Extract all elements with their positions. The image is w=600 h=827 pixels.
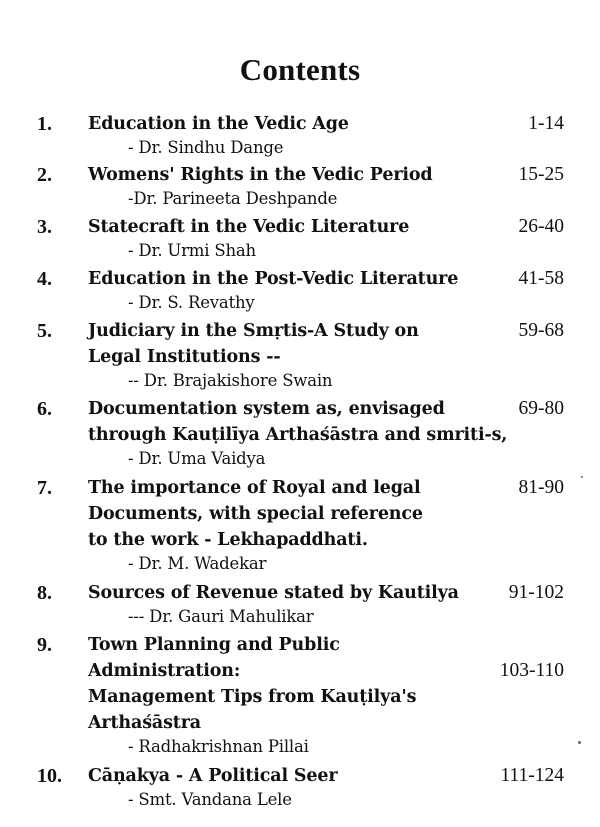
- speck-mark: [581, 476, 583, 478]
- entry-page-range: 59-68: [518, 320, 564, 341]
- entry-title: [88, 580, 459, 606]
- entry-number: 1.: [37, 113, 52, 135]
- entry-number: 6.: [37, 398, 52, 420]
- entry-number: 5.: [37, 320, 52, 342]
- entry-number: 3.: [37, 216, 52, 238]
- entry-title-line: Legal Institutions --: [88, 347, 281, 367]
- entry-title: [88, 111, 349, 137]
- entry-page-range: 111-124: [500, 765, 564, 786]
- entry-title-line: Education in the Post-Vedic Literature: [88, 269, 459, 289]
- entry-page-range: 81-90: [518, 477, 564, 498]
- entry-author: - Radhakrishnan Pillai: [128, 737, 309, 756]
- entry-number: 2.: [37, 164, 52, 186]
- entry-number: 8.: [37, 582, 52, 604]
- entry-title: [88, 763, 337, 789]
- entry-number: 9.: [37, 634, 52, 656]
- entry-page-range: 69-80: [518, 398, 564, 419]
- entry-title-line: Statecraft in the Vedic Literature: [88, 217, 410, 237]
- entry-title-line: Cāṇakya - A Political Seer: [88, 766, 338, 786]
- entry-author: - Dr. S. Revathy: [128, 293, 255, 312]
- entry-page-range: 15-25: [518, 164, 564, 185]
- entry-page-range: 91-102: [508, 582, 564, 603]
- entry-author: --- Dr. Gauri Mahulikar: [128, 607, 314, 626]
- entry-author: -Dr. Parineeta Deshpande: [128, 189, 338, 208]
- entry-author: - Dr. Uma Vaidya: [128, 449, 266, 468]
- entry-title-line: Administration:: [88, 661, 241, 681]
- entry-title-line: Sources of Revenue stated by Kautilya: [88, 583, 459, 603]
- entry-title: [88, 318, 419, 370]
- entry-number: 10.: [37, 765, 62, 787]
- entry-title-line: Documents, with special reference: [88, 504, 423, 524]
- entry-number: 7.: [37, 477, 52, 499]
- entry-author: - Smt. Vandana Lele: [128, 790, 292, 809]
- entry-page-range: 1-14: [528, 113, 564, 134]
- entry-author: -- Dr. Brajakishore Swain: [128, 371, 333, 390]
- entry-title-line: The importance of Royal and legal: [88, 478, 421, 498]
- entry-title-line: Documentation system as, envisaged: [88, 399, 445, 419]
- entry-number: 4.: [37, 268, 52, 290]
- entry-page-range: 103-110: [499, 660, 564, 681]
- entry-title: [88, 214, 409, 240]
- entry-title-line: Education in the Vedic Age: [88, 114, 349, 134]
- entry-title: [88, 396, 507, 448]
- entry-author: - Dr. Urmi Shah: [128, 241, 256, 260]
- entry-author: - Dr. M. Wadekar: [128, 554, 267, 573]
- entry-title-line: Womens' Rights in the Vedic Period: [88, 165, 433, 185]
- entry-title: [88, 632, 416, 736]
- entry-title-line: Arthaśāstra: [88, 713, 201, 733]
- page-title: Contents: [239, 52, 361, 87]
- entry-title: [88, 162, 433, 188]
- entry-title: [88, 266, 458, 292]
- entry-title-line: through Kauṭilīya Arthaśāstra and smriti-s,: [88, 425, 508, 445]
- entry-title-line: Town Planning and Public: [88, 635, 340, 655]
- speck-mark: [578, 741, 581, 744]
- entry-page-range: 41-58: [518, 268, 564, 289]
- entry-title-line: to the work - Lekhapaddhati.: [88, 530, 368, 550]
- entry-author: - Dr. Sindhu Dange: [128, 138, 284, 157]
- entry-page-range: 26-40: [518, 216, 564, 237]
- entry-title-line: Management Tips from Kauṭilya's: [88, 687, 417, 707]
- entry-title-line: Judiciary in the Smṛtis-A Study on: [88, 321, 419, 341]
- entry-title: [88, 475, 423, 553]
